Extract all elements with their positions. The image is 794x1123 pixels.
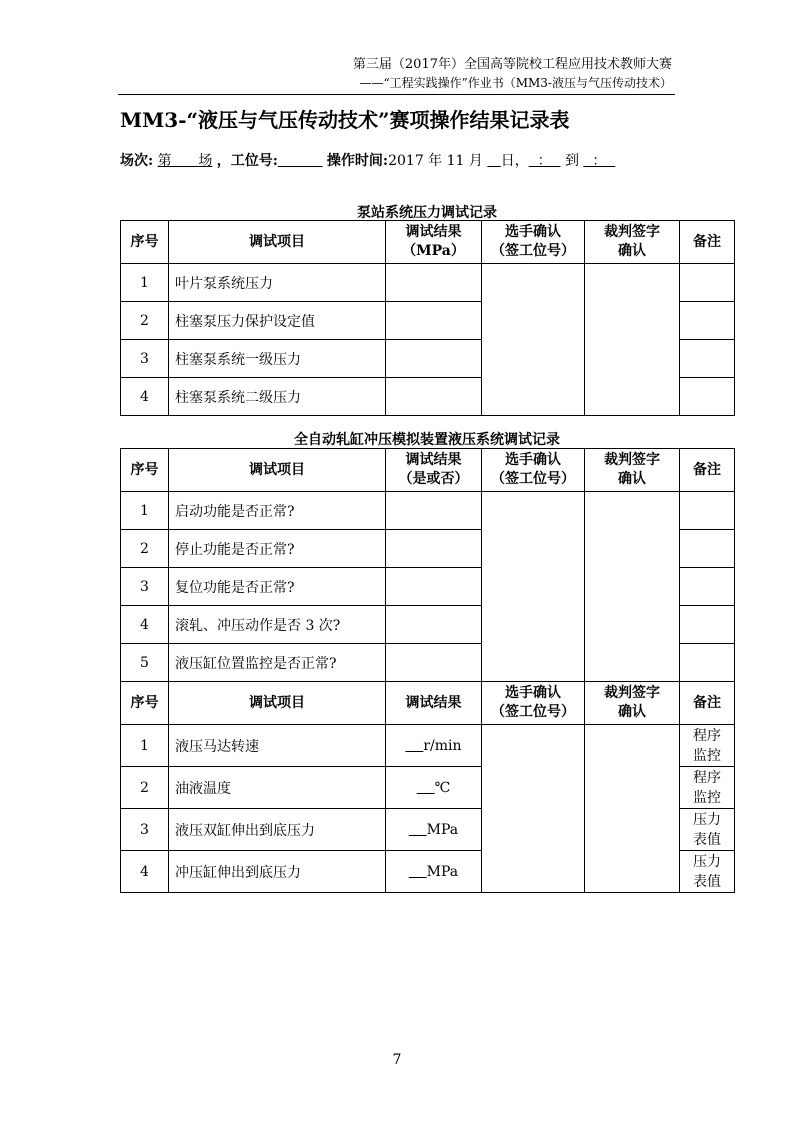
row-item: 复位功能是否正常? xyxy=(169,568,386,606)
unit-label: MPa xyxy=(426,863,459,880)
col-header-no: 序号 xyxy=(121,449,169,492)
row-no: 2 xyxy=(121,767,169,809)
note-cell[interactable] xyxy=(680,340,735,378)
row-item: 柱塞泵系统一级压力 xyxy=(169,340,386,378)
col-header-no: 序号 xyxy=(121,221,169,264)
page-number: 7 xyxy=(392,1052,402,1068)
note-cell[interactable] xyxy=(680,644,735,682)
col-header-note: 备注 xyxy=(680,682,735,725)
row-no: 3 xyxy=(121,809,169,851)
judge-sign-cell[interactable] xyxy=(585,264,680,416)
note-cell[interactable] xyxy=(680,302,735,340)
col-header-contestant: 选手确认 （签工位号） xyxy=(482,221,585,264)
result-cell[interactable] xyxy=(386,725,482,767)
result-cell[interactable] xyxy=(386,851,482,893)
row-no: 1 xyxy=(121,492,169,530)
col-header-item: 调试项目 xyxy=(169,449,386,492)
unit-label: r/min xyxy=(423,737,462,754)
table2-caption: 全自动轧缸冲压模拟装置液压系统调试记录 xyxy=(294,432,560,448)
result-cell[interactable] xyxy=(386,767,482,809)
table1-caption: 泵站系统压力调试记录 xyxy=(357,205,497,221)
col-header-judge: 裁判签字 确认 xyxy=(585,449,680,492)
col-header-contestant: 选手确认 （签工位号） xyxy=(482,682,585,725)
row-no: 2 xyxy=(121,302,169,340)
row-no: 5 xyxy=(121,644,169,682)
result-cell[interactable] xyxy=(386,530,482,568)
session-field[interactable] xyxy=(158,153,213,169)
note-cell: 程序 监控 xyxy=(680,725,735,767)
row-item: 柱塞泵压力保护设定值 xyxy=(169,302,386,340)
table-row xyxy=(121,264,735,302)
header-rule xyxy=(118,94,675,95)
row-no: 1 xyxy=(121,725,169,767)
start-time-field[interactable]: ： xyxy=(528,153,561,169)
result-cell[interactable] xyxy=(386,340,482,378)
unit-label: ℃ xyxy=(434,779,451,796)
contestant-confirm-cell[interactable] xyxy=(482,264,585,416)
row-no: 2 xyxy=(121,530,169,568)
result-cell[interactable] xyxy=(386,264,482,302)
end-time-field[interactable]: ： xyxy=(583,153,616,169)
col-header-contestant: 选手确认 （签工位号） xyxy=(482,449,585,492)
row-item: 柱塞泵系统二级压力 xyxy=(169,378,386,416)
station-label: ，工位号: xyxy=(216,153,278,169)
session-prefix: 第 xyxy=(157,153,172,169)
note-cell[interactable] xyxy=(680,530,735,568)
row-item: 叶片泵系统压力 xyxy=(169,264,386,302)
to-label: 到 xyxy=(564,153,579,169)
row-item: 滚轧、冲压动作是否 3 次? xyxy=(169,606,386,644)
row-item: 油液温度 xyxy=(169,767,386,809)
time-label: 操作时间: xyxy=(326,153,389,169)
col-header-result: 调试结果 xyxy=(386,682,482,725)
session-line xyxy=(120,150,615,170)
col-header-judge: 裁判签字 确认 xyxy=(585,682,680,725)
result-cell[interactable] xyxy=(386,302,482,340)
judge-sign-cell[interactable] xyxy=(585,492,680,682)
time-value: 2017 年 11 月 xyxy=(388,153,483,169)
col-header-no: 序号 xyxy=(121,682,169,725)
row-no: 4 xyxy=(121,606,169,644)
row-item: 液压双缸伸出到底压力 xyxy=(169,809,386,851)
row-item: 液压缸位置监控是否正常? xyxy=(169,644,386,682)
session-suffix: 场 xyxy=(198,153,213,169)
row-item: 冲压缸伸出到底压力 xyxy=(169,851,386,893)
row-no: 1 xyxy=(121,264,169,302)
note-cell: 压力 表值 xyxy=(680,809,735,851)
header-line-2: ——“工程实践操作”作业书（MM3-液压与气压传动技术） xyxy=(359,76,672,90)
note-cell[interactable] xyxy=(680,568,735,606)
result-cell[interactable] xyxy=(386,809,482,851)
note-cell: 压力 表值 xyxy=(680,851,735,893)
contestant-confirm-cell[interactable] xyxy=(482,725,585,893)
row-no: 4 xyxy=(121,378,169,416)
col-header-result: 调试结果 （MPa） xyxy=(386,221,482,264)
result-cell[interactable] xyxy=(386,644,482,682)
note-cell[interactable] xyxy=(680,264,735,302)
result-cell[interactable] xyxy=(386,606,482,644)
page-title: MM3-“液压与气压传动技术”赛项操作结果记录表 xyxy=(120,108,570,132)
result-cell[interactable] xyxy=(386,492,482,530)
col-header-note: 备注 xyxy=(680,221,735,264)
session-label: 场次: xyxy=(120,153,154,169)
judge-sign-cell[interactable] xyxy=(585,725,680,893)
note-cell: 程序 监控 xyxy=(680,767,735,809)
day-field[interactable] xyxy=(487,153,500,169)
col-header-item: 调试项目 xyxy=(169,682,386,725)
result-cell[interactable] xyxy=(386,568,482,606)
col-header-item: 调试项目 xyxy=(169,221,386,264)
header-line-1: 第三届（2017年）全国高等院校工程应用技术教师大赛 xyxy=(352,57,672,72)
row-no: 3 xyxy=(121,568,169,606)
unit-label: MPa xyxy=(426,821,459,838)
result-cell[interactable] xyxy=(386,378,482,416)
hydraulic-system-table xyxy=(120,448,735,893)
row-item: 停止功能是否正常? xyxy=(169,530,386,568)
table-row xyxy=(121,725,735,767)
day-label: 日， xyxy=(500,153,529,169)
row-item: 启动功能是否正常? xyxy=(169,492,386,530)
note-cell[interactable] xyxy=(680,492,735,530)
note-cell[interactable] xyxy=(680,378,735,416)
col-header-result: 调试结果 （是或否） xyxy=(386,449,482,492)
col-header-note: 备注 xyxy=(680,449,735,492)
contestant-confirm-cell[interactable] xyxy=(482,492,585,682)
station-field[interactable] xyxy=(278,153,323,169)
row-no: 3 xyxy=(121,340,169,378)
col-header-judge: 裁判签字 确认 xyxy=(585,221,680,264)
note-cell[interactable] xyxy=(680,606,735,644)
pump-pressure-table xyxy=(120,220,735,416)
row-no: 4 xyxy=(121,851,169,893)
row-item: 液压马达转速 xyxy=(169,725,386,767)
table-row xyxy=(121,492,735,530)
